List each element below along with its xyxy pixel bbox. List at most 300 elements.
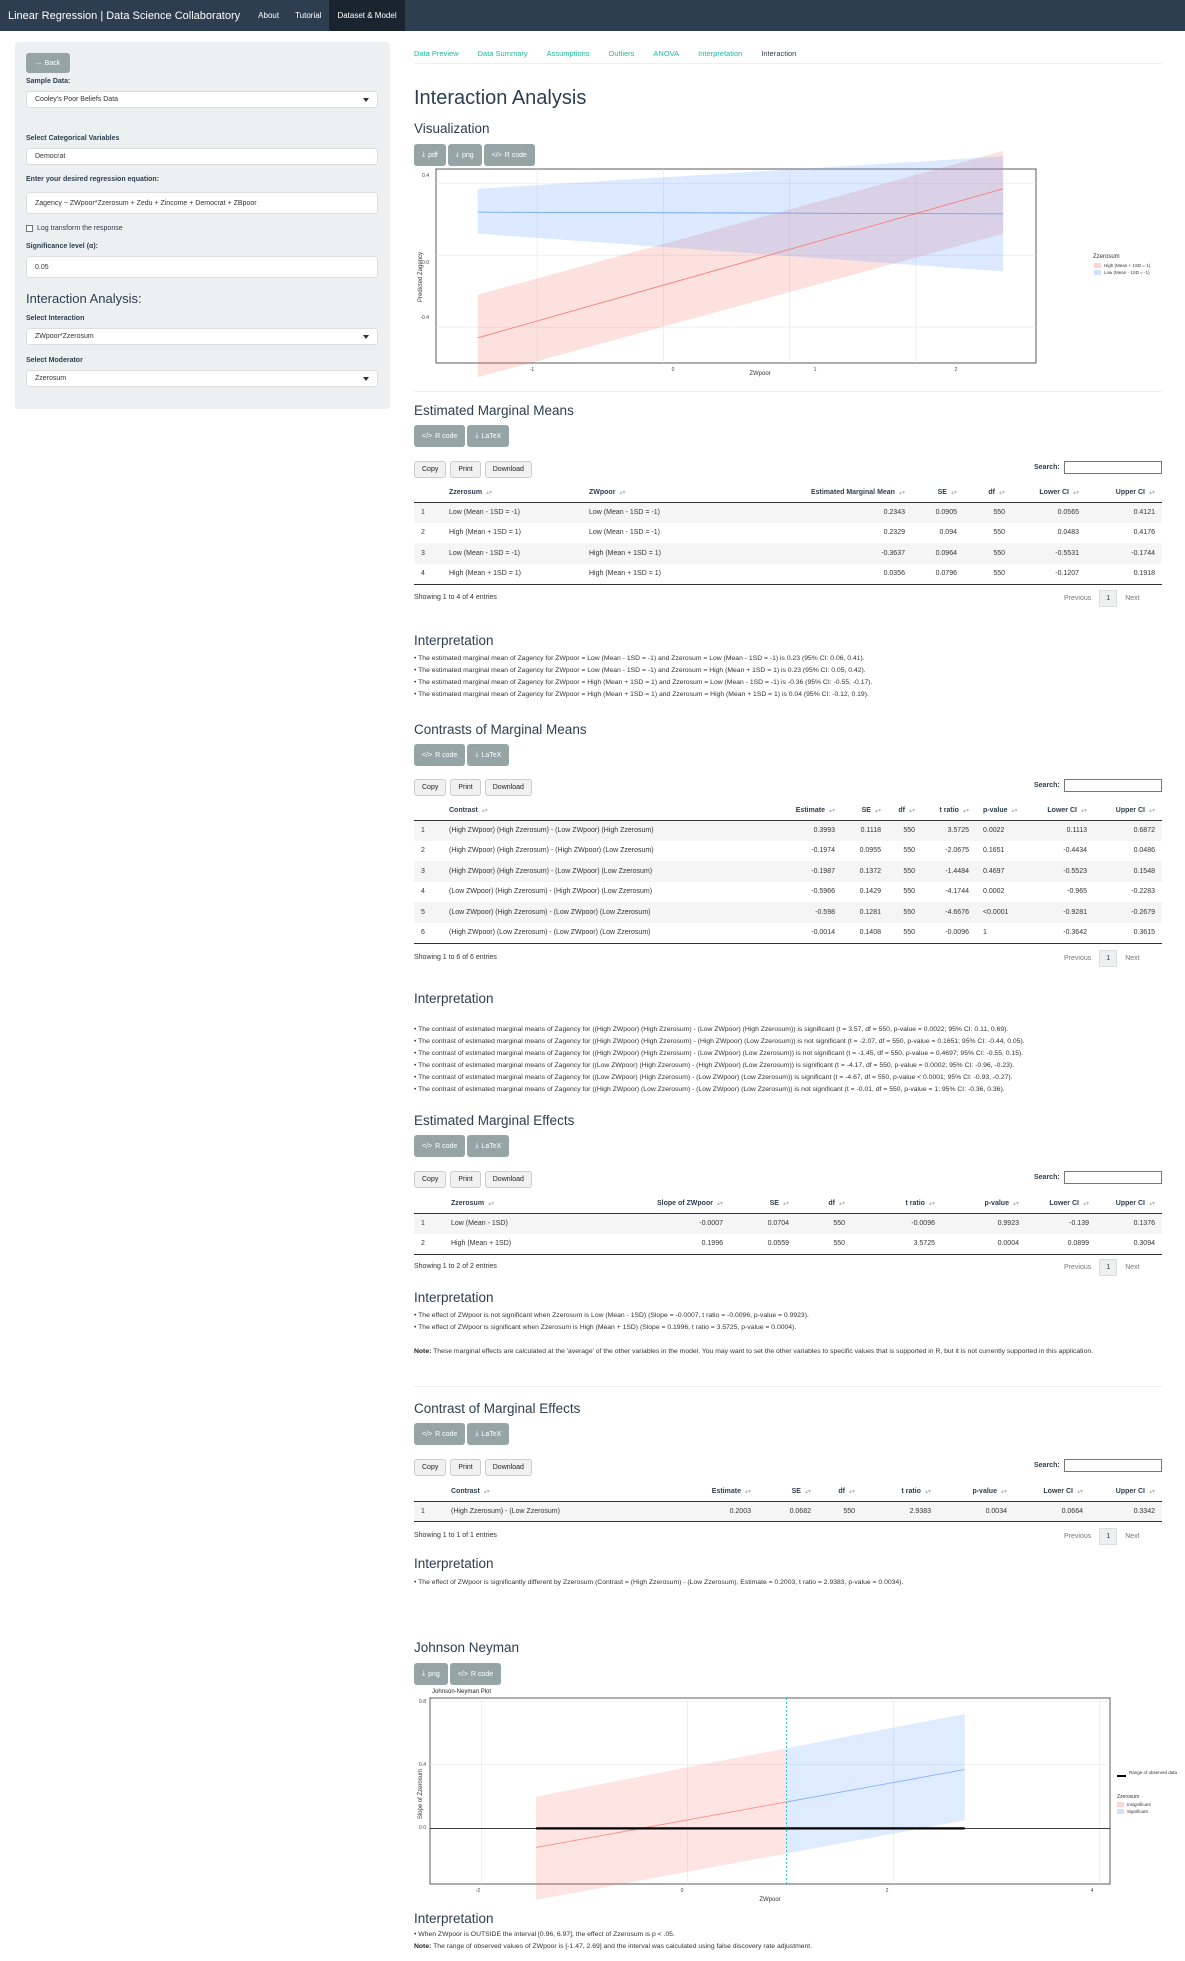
page-1-button[interactable]: 1 (1099, 590, 1117, 607)
r-code-label: R code (435, 751, 458, 759)
page-1-button[interactable]: 1 (1099, 1259, 1117, 1276)
log-transform-label: Log transform the response (37, 225, 123, 232)
sidebar-panel (15, 42, 390, 409)
print-button[interactable]: Print (450, 779, 480, 796)
col-header[interactable] (758, 1482, 818, 1501)
latex-label: LaTeX (481, 432, 502, 440)
tab-data-preview[interactable]: Data Preview (414, 49, 459, 58)
col-header-label: p-value (972, 1487, 997, 1495)
table-cell: -0.1744 (1086, 543, 1162, 564)
copy-button[interactable]: Copy (414, 1459, 446, 1476)
x-tick-label: 2 (885, 1888, 889, 1894)
emm-interpretation-heading: Interpretation (414, 633, 494, 648)
col-header[interactable] (770, 801, 842, 820)
col-header-label: SE (861, 806, 871, 814)
col-header[interactable] (444, 1194, 594, 1213)
next-button[interactable]: Next (1125, 1533, 1140, 1540)
table-cell: 4 (421, 888, 425, 896)
col-header[interactable] (862, 1482, 938, 1501)
table-cell: 1 (414, 502, 442, 523)
legend-label-low: Low (Mean - 1SD = -1) (1104, 270, 1150, 275)
table-row[interactable] (414, 923, 1162, 944)
col-header-label: Lower CI (1047, 806, 1077, 814)
table-cell: 0.0905 (912, 502, 964, 523)
legend-swatch-insignificant (1117, 1802, 1124, 1807)
table-cell: Low (Mean - 1SD = -1) (589, 529, 660, 537)
table-cell: 1 (976, 923, 1026, 944)
sort-icon: ▴▾ (1148, 1200, 1155, 1207)
table-cell: 0.0704 (730, 1213, 796, 1234)
previous-button[interactable]: Previous (1064, 955, 1092, 962)
eme-interpretation-heading: Interpretation (414, 1290, 494, 1305)
jn-r-code-button[interactable] (450, 1663, 501, 1685)
col-header[interactable] (912, 483, 964, 502)
table-cell: 550 (796, 1213, 852, 1234)
list-item: • The estimated marginal mean of Zagency for ZWpoor = High (Mean + 1SD = 1) and Zzerosum = Low (Mean - 1SD = -1) is -0.36 (95% CI: -0.55, -0.17). (414, 677, 1162, 689)
col-header-label: Zzerosum (449, 488, 483, 496)
table-cell: -0.598 (770, 902, 842, 923)
tab-interpretation[interactable]: Interpretation (698, 49, 743, 58)
col-header[interactable] (922, 801, 976, 820)
col-header[interactable] (1026, 1194, 1096, 1213)
ci-bands (478, 151, 1003, 377)
moderator-select[interactable] (26, 370, 378, 387)
sort-icon: ▴▾ (1148, 489, 1155, 496)
list-item: • When ZWpoor is OUTSIDE the interval [0.96, 6.97], the effect of Zzerosum is p < .05. (414, 1929, 1162, 1941)
table-cell: 550 (964, 543, 1012, 564)
sort-icon: ▴▾ (619, 489, 626, 496)
table-row[interactable] (414, 1213, 1162, 1234)
list-item: • The contrast of estimated marginal means of Zagency for ((High ZWpoor) (High Zzerosum) - (High ZWpoor) (Low Zzerosum)) is not significant (t = -2.07, df = 550, p-value = 0.1651; 95% CI: -0.44, 0.05). (414, 1036, 1162, 1048)
table-cell: Low (Mean - 1SD) (444, 1213, 594, 1234)
col-header-label: df (838, 1487, 845, 1495)
eme-note (414, 1346, 1162, 1357)
equation-label: Enter your desired regression equation: (26, 176, 160, 183)
col-header-label: t ratio (901, 1487, 921, 1495)
table-cell: -0.5523 (1026, 861, 1094, 882)
sample-data-select[interactable] (26, 91, 378, 108)
back-button[interactable]: ← Back (26, 53, 70, 73)
categorical-input[interactable] (26, 148, 378, 165)
table-cell: -4.6676 (922, 902, 976, 923)
table-cell: 0.1548 (1094, 861, 1162, 882)
table-cell: Low (Mean - 1SD = -1) (582, 502, 792, 523)
col-header[interactable] (582, 483, 792, 502)
table-cell: 4 (414, 564, 442, 585)
x-axis-label: ZWpoor (759, 1897, 781, 1903)
table-cell: 0.1996 (594, 1234, 730, 1255)
table-cell: 6 (414, 923, 442, 944)
jn-interpretation-list (414, 1929, 1162, 1941)
y-tick-label: 0.0 (422, 260, 429, 266)
table-cell: High (Mean + 1SD) (444, 1234, 594, 1255)
col-header-label: Lower CI (1043, 1487, 1073, 1495)
emm-search (1034, 461, 1162, 474)
table-cell: 0.0559 (730, 1234, 796, 1255)
col-header[interactable] (1096, 1194, 1162, 1213)
table-cell: 0.1408 (842, 923, 888, 944)
categorical-label: Select Categorical Variables (26, 135, 120, 142)
table-cell: 0.094 (939, 529, 957, 537)
download-png-button[interactable] (448, 144, 482, 166)
col-header-label: Contrast (451, 1487, 480, 1495)
next-button[interactable]: Next (1125, 955, 1140, 962)
col-header[interactable] (1012, 483, 1086, 502)
table-cell: -0.0096 (922, 923, 976, 944)
col-header[interactable] (792, 483, 912, 502)
copy-button[interactable]: Copy (414, 779, 446, 796)
table-cell: 0.3615 (1094, 923, 1162, 944)
sort-icon: ▴▾ (924, 1488, 931, 1495)
table-row[interactable] (414, 523, 1162, 544)
cme-interpretation-heading: Interpretation (414, 1556, 494, 1571)
nav-tutorial[interactable]: Tutorial (295, 11, 322, 20)
table-cell: 0.1918 (1086, 564, 1162, 585)
pdf-label: pdf (428, 151, 438, 159)
table-cell: 1 (414, 1213, 444, 1234)
table-cell: 5 (414, 902, 442, 923)
table-cell: (High ZWpoor) (Low Zzerosum) - (Low ZWpoor) (Low Zzerosum) (442, 923, 770, 944)
col-header[interactable] (852, 1194, 942, 1213)
list-item: • The effect of ZWpoor is not significant when Zzerosum is Low (Mean - 1SD) (Slope = -0.0007, t ratio = -0.0096, p-value = 0.9923). (414, 1310, 1162, 1322)
eme-table-info: Showing 1 to 2 of 2 entries (414, 1263, 497, 1270)
table-cell: (High Zzerosum) - (Low Zzerosum) (444, 1501, 674, 1522)
table-cell: -0.965 (1067, 888, 1087, 896)
table-cell: (Low ZWpoor) (High Zzerosum) - (Low ZWpoor) (Low Zzerosum) (442, 902, 770, 923)
cmm-latex-button[interactable] (467, 744, 509, 766)
interaction-plot (414, 167, 1164, 383)
cme-latex-button[interactable] (467, 1423, 509, 1445)
table-cell: 0.4176 (1133, 529, 1155, 537)
print-button[interactable]: Print (450, 1459, 480, 1476)
col-header-label: ZWpoor (589, 488, 616, 496)
table-cell: 550 (903, 888, 915, 896)
log-transform-checkbox[interactable] (26, 225, 123, 232)
table-cell: 0.0002 (983, 888, 1005, 896)
tab-assumptions[interactable]: Assumptions (546, 49, 590, 58)
emm-latex-button[interactable] (467, 425, 509, 447)
col-header[interactable] (730, 1194, 796, 1213)
cmm-pagination (1064, 950, 1140, 967)
col-header-label: Estimated Marginal Mean (810, 488, 895, 496)
table-cell: 0.0899 (1026, 1234, 1096, 1255)
table-cell: -0.0014 (770, 923, 842, 944)
sort-icon: ▴▾ (1011, 807, 1018, 814)
cme-pagination (1064, 1528, 1140, 1545)
table-cell: -0.5531 (1012, 543, 1086, 564)
table-cell: 0.0796 (912, 564, 964, 585)
col-header[interactable] (818, 1482, 862, 1501)
page-title: Interaction Analysis (414, 87, 587, 109)
jn-png-button[interactable] (414, 1663, 448, 1685)
table-cell: 550 (796, 1234, 852, 1255)
nav-dataset-model[interactable]: Dataset & Model (329, 0, 404, 31)
col-header (414, 1194, 444, 1213)
x-axis-label: ZWpoor (749, 371, 771, 377)
note-label: Note: (414, 1348, 432, 1355)
cmm-table-info: Showing 1 to 6 of 6 entries (414, 954, 497, 961)
table-cell: 550 (993, 529, 1005, 537)
next-button[interactable]: Next (1125, 1264, 1140, 1271)
cmm-r-code-button[interactable] (414, 744, 465, 766)
x-tick-label: -1 (529, 367, 535, 373)
col-header[interactable] (888, 801, 922, 820)
col-header[interactable] (938, 1482, 1014, 1501)
code-icon: </> (422, 432, 433, 440)
table-cell: (Low ZWpoor) (High Zzerosum) - (High ZWpoor) (Low Zzerosum) (449, 888, 653, 896)
search-label: Search: (1034, 1174, 1060, 1181)
table-cell: -0.9281 (1026, 902, 1094, 923)
col-header[interactable] (796, 1194, 852, 1213)
download-icon: ⤓ (422, 151, 426, 158)
jn-export-buttons (414, 1663, 501, 1685)
col-header-label: Lower CI (1049, 1199, 1079, 1207)
download-button[interactable]: Download (485, 1459, 532, 1476)
interaction-label: Select Interaction (26, 315, 85, 322)
copy-button[interactable]: Copy (414, 1171, 446, 1188)
tab-anova[interactable]: ANOVA (653, 49, 680, 58)
previous-button[interactable]: Previous (1064, 1533, 1092, 1540)
list-item: • The contrast of estimated marginal means of Zagency for ((High ZWpoor) (High Zzerosum) - (Low ZWpoor) (Low Zzerosum)) is not significant (t = -1.45, df = 550, p-value = 0.4697; 95% CI: -0.55, 0.15). (414, 1048, 1162, 1060)
ci-bands (536, 1714, 965, 1900)
col-header[interactable] (1090, 1482, 1162, 1501)
sort-icon: ▴▾ (998, 489, 1005, 496)
col-header[interactable] (942, 1194, 1026, 1213)
section-divider (414, 1386, 1162, 1387)
col-header[interactable] (594, 1194, 730, 1213)
table-row[interactable] (414, 564, 1162, 585)
emm-table (414, 483, 1162, 585)
search-input[interactable] (1064, 779, 1162, 792)
table-cell: 550 (818, 1501, 862, 1522)
table-row[interactable] (414, 1234, 1162, 1255)
table-cell: -0.4434 (1063, 847, 1087, 855)
col-header-label: t ratio (905, 1199, 925, 1207)
table-cell: -0.1207 (1012, 564, 1086, 585)
r-code-label: R code (435, 1142, 458, 1150)
sort-icon: ▴▾ (874, 807, 881, 814)
search-input[interactable] (1064, 1171, 1162, 1184)
sort-icon: ▴▾ (898, 489, 905, 496)
eme-r-code-button[interactable] (414, 1135, 465, 1157)
cmm-table (414, 801, 1162, 944)
table-cell: -0.2283 (1131, 888, 1155, 896)
col-header-label: Estimate (795, 806, 825, 814)
significance-label: Significance level (α): (26, 243, 98, 250)
col-header[interactable] (976, 801, 1026, 820)
latex-label: LaTeX (481, 1142, 502, 1150)
nav-about[interactable]: About (258, 11, 280, 20)
table-cell: -0.3642 (1026, 923, 1094, 944)
previous-button[interactable]: Previous (1064, 595, 1092, 602)
download-icon: ⤓ (455, 151, 459, 158)
tab-interaction[interactable]: Interaction (761, 49, 797, 58)
col-header[interactable] (1026, 801, 1094, 820)
checkbox-box[interactable] (26, 225, 33, 232)
note-text: These marginal effects are calculated at the 'average' of the other variables in the model. You may want to set the other variables to specific values that is supported in R, but it is not currently supported in this application. (431, 1348, 1094, 1355)
download-icon: ⤓ (475, 1430, 479, 1437)
table-row[interactable] (414, 543, 1162, 564)
table-cell: -0.5966 (811, 888, 835, 896)
table-row[interactable] (414, 902, 1162, 923)
eme-latex-button[interactable] (467, 1135, 509, 1157)
col-header[interactable] (442, 801, 770, 820)
table-row[interactable] (414, 1501, 1162, 1522)
table-cell: 0.0682 (758, 1501, 818, 1522)
cme-table-controls (414, 1459, 532, 1476)
table-cell: 0.0486 (1133, 847, 1155, 855)
table-cell: 1 (414, 820, 442, 841)
table-row[interactable] (414, 861, 1162, 882)
search-input[interactable] (1064, 461, 1162, 474)
col-header[interactable] (442, 483, 582, 502)
table-row[interactable] (414, 820, 1162, 841)
sort-icon: ▴▾ (716, 1200, 723, 1207)
legend-label-insignificant: Insignificant (1127, 1802, 1151, 1807)
search-input[interactable] (1064, 1459, 1162, 1472)
table-cell: 0.1429 (859, 888, 881, 896)
moderator-value: Zzerosum (35, 375, 67, 382)
app-brand[interactable]: Linear Regression | Data Science Collaboratory (8, 9, 241, 22)
list-item: • The effect of ZWpoor is significantly different by Zzerosum (Contrast = (High Zzerosum) - (Low Zzerosum), Estimate = 0.2003, t ratio = 2.9383, p-value = 0.0034). (414, 1577, 1162, 1589)
search-label: Search: (1034, 782, 1060, 789)
r-code-label: R code (470, 1670, 494, 1678)
table-cell: (High ZWpoor) (High Zzerosum) - (Low ZWpoor) (Low Zzerosum) (442, 861, 770, 882)
eme-search (1034, 1171, 1162, 1184)
col-header[interactable] (444, 1482, 674, 1501)
interaction-select[interactable] (26, 328, 378, 345)
table-cell: -0.1974 (811, 847, 835, 855)
table-row[interactable] (414, 502, 1162, 523)
table-cell: -0.0096 (852, 1213, 942, 1234)
chevron-down-icon (363, 377, 369, 381)
table-cell: (High ZWpoor) (High Zzerosum) - (Low ZWpoor) (High Zzerosum) (442, 820, 770, 841)
sort-icon: ▴▾ (1072, 489, 1079, 496)
sort-icon: ▴▾ (962, 807, 969, 814)
table-cell: 550 (888, 923, 922, 944)
table-cell: -0.1987 (770, 861, 842, 882)
y-tick-label: -0.4 (420, 315, 429, 321)
tab-data-summary[interactable]: Data Summary (477, 49, 528, 58)
download-button[interactable]: Download (485, 779, 532, 796)
list-item: • The contrast of estimated marginal means of Zagency for ((Low ZWpoor) (High Zzerosum) - (Low ZWpoor) (Low Zzerosum)) is significant (t = -4.67, df = 550, p-value < 0.0001; 95% CI: -0.93, -0.27). (414, 1072, 1162, 1084)
col-header[interactable] (1094, 801, 1162, 820)
eme-pagination (1064, 1259, 1140, 1276)
cme-table (414, 1482, 1162, 1522)
previous-button[interactable]: Previous (1064, 1264, 1092, 1271)
col-header[interactable] (1014, 1482, 1090, 1501)
sample-data-label: Sample Data: (26, 78, 71, 85)
table-cell: -4.1744 (945, 888, 969, 896)
sort-icon: ▴▾ (1000, 1488, 1007, 1495)
col-header-label: SE (791, 1487, 801, 1495)
table-cell: 0.0483 (1057, 529, 1079, 537)
tab-outliers[interactable]: Outliers (608, 49, 635, 58)
sort-icon: ▴▾ (488, 1200, 495, 1207)
x-tick-label: 0 (680, 1888, 684, 1894)
chevron-down-icon (363, 98, 369, 102)
col-header-label: df (898, 806, 905, 814)
col-header[interactable] (842, 801, 888, 820)
table-cell: -2.0675 (945, 847, 969, 855)
table-cell: 3 (414, 861, 442, 882)
tab-bar (414, 49, 815, 58)
col-header[interactable] (674, 1482, 758, 1501)
sort-icon: ▴▾ (483, 1488, 490, 1495)
table-row[interactable] (414, 882, 1162, 903)
page-1-button[interactable]: 1 (1099, 1528, 1117, 1545)
sort-icon: ▴▾ (838, 1200, 845, 1207)
legend-swatch-high (1094, 263, 1101, 268)
table-cell: 2 (414, 1234, 444, 1255)
table-row[interactable] (414, 841, 1162, 862)
r-code-button[interactable] (484, 144, 535, 166)
sort-icon: ▴▾ (804, 1488, 811, 1495)
col-header-label: Upper CI (1115, 1199, 1145, 1207)
list-item: • The contrast of estimated marginal means of Zagency for ((High ZWpoor) (High Zzerosum) - (Low ZWpoor) (High Zzerosum)) is significant (t = 3.57, df = 550, p-value = 0.0022; 95% CI: 0.11, 0.69). (414, 1024, 1162, 1036)
interaction-value: ZWpoor*Zzerosum (35, 333, 94, 340)
eme-interpretation-list (414, 1310, 1162, 1334)
col-header-label: df (988, 488, 995, 496)
sort-icon: ▴▾ (908, 807, 915, 814)
emm-heading: Estimated Marginal Means (414, 403, 574, 418)
copy-button[interactable]: Copy (414, 461, 446, 478)
navbar (0, 0, 1185, 31)
cme-r-code-button[interactable] (414, 1423, 465, 1445)
sample-data-value: Cooley's Poor Beliefs Data (35, 96, 119, 103)
significance-input[interactable]: 0.05 (26, 256, 378, 278)
page-1-button[interactable]: 1 (1099, 950, 1117, 967)
categorical-chip[interactable]: Democrat (35, 153, 66, 160)
print-button[interactable]: Print (450, 461, 480, 478)
download-button[interactable]: Download (485, 461, 532, 478)
emm-pagination (1064, 590, 1140, 607)
table-cell: 0.0664 (1014, 1501, 1090, 1522)
table-cell: 0.0356 (792, 564, 912, 585)
col-header (414, 483, 442, 502)
x-tick-label: 0 (671, 367, 675, 373)
chevron-down-icon (363, 335, 369, 339)
table-cell: <0.0001 (976, 902, 1026, 923)
sort-icon: ▴▾ (782, 1200, 789, 1207)
table-cell: 0.2329 (883, 529, 905, 537)
cme-interpretation-list (414, 1577, 1162, 1589)
y-tick-label: 0.4 (422, 173, 429, 179)
code-icon: </> (491, 151, 502, 159)
print-button[interactable]: Print (450, 1171, 480, 1188)
equation-input[interactable]: Zagency ~ ZWpoor*Zzerosum + Zedu + Zincome + Democrat + ZBpoor (26, 192, 378, 214)
table-cell: 3 (414, 543, 442, 564)
section-divider (414, 391, 1162, 392)
download-icon: ⤓ (475, 432, 479, 439)
table-cell: 0.0034 (938, 1501, 1014, 1522)
col-header-label: Contrast (449, 806, 478, 814)
download-pdf-button[interactable] (414, 144, 446, 166)
sort-icon: ▴▾ (1012, 1200, 1019, 1207)
sort-icon: ▴▾ (1076, 1488, 1083, 1495)
y-tick-label: 0.0 (419, 1825, 426, 1831)
table-cell: 2 (421, 847, 425, 855)
list-item: • The contrast of estimated marginal means of Zagency for ((Low ZWpoor) (High Zzerosum) - (High ZWpoor) (Low Zzerosum)) is significant (t = -4.17, df = 550, p-value = 0.0002; 95% CI: -0.96, -0.23). (414, 1060, 1162, 1072)
download-button[interactable]: Download (485, 1171, 532, 1188)
next-button[interactable]: Next (1125, 595, 1140, 602)
table-cell: Low (Mean - 1SD = -1) (442, 502, 582, 523)
y-axis-label: Predicted Zagency (418, 251, 424, 303)
col-header[interactable] (964, 483, 1012, 502)
list-item: • The estimated marginal mean of Zagency for ZWpoor = Low (Mean - 1SD = -1) and Zzerosum = High (Mean + 1SD = 1) is 0.23 (95% CI: 0.05, 0.42). (414, 665, 1162, 677)
emm-r-code-button[interactable] (414, 425, 465, 447)
col-header[interactable] (1086, 483, 1162, 502)
